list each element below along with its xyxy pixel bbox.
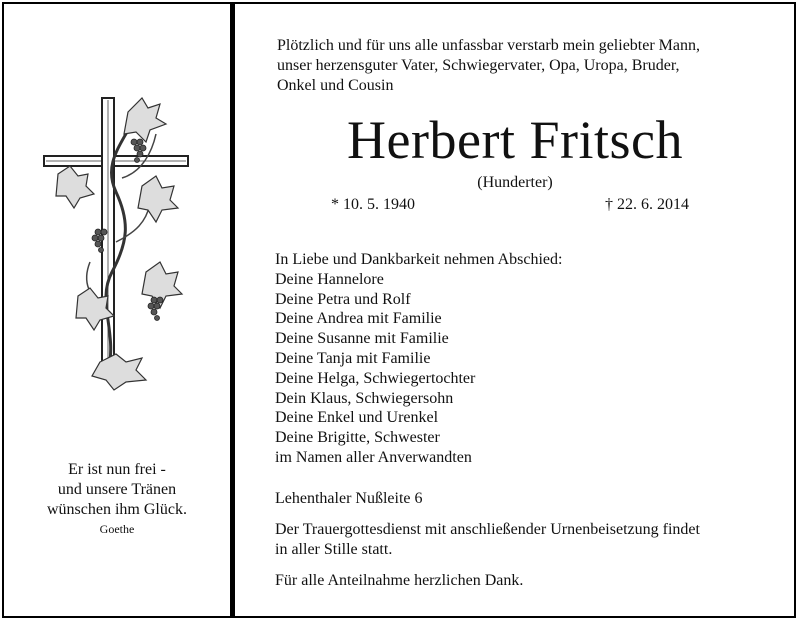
mourner-line: Deine Petra und Rolf — [275, 290, 411, 308]
cross-with-vine-icon — [38, 82, 208, 402]
mourner-line: Deine Hannelore — [275, 270, 384, 288]
deceased-name: Herbert Fritsch — [347, 110, 683, 170]
intro-text — [277, 36, 700, 96]
death-date: † 22. 6. 2014 — [605, 196, 689, 213]
intro-line: Plötzlich und für uns alle unfassbar verstarb mein geliebter Mann, — [277, 37, 700, 54]
quote-line: und unsere Tränen — [57, 481, 177, 498]
quote — [4, 460, 230, 520]
quote-author: Goethe — [99, 522, 135, 536]
left-column — [4, 4, 230, 616]
mourner-line: Deine Andrea mit Familie — [275, 310, 442, 328]
mourner-line: im Namen aller Anverwandten — [275, 448, 472, 466]
right-column — [235, 4, 796, 616]
mourner-line: Deine Tanja mit Familie — [275, 349, 431, 367]
mourner-line: Dein Klaus, Schwiegersohn — [275, 389, 454, 407]
mourner-line: Deine Brigitte, Schwester — [275, 429, 440, 447]
service-line: Der Trauergottesdienst mit anschließender Urnenbeisetzung findet — [275, 521, 700, 538]
service-info — [275, 520, 700, 560]
mourner-line: Deine Enkel und Urenkel — [275, 409, 439, 427]
mourners-list — [275, 250, 562, 468]
service-line: in aller Stille statt. — [275, 541, 393, 558]
quote-line: Er ist nun frei - — [68, 461, 166, 478]
birth-date: * 10. 5. 1940 — [331, 196, 415, 213]
thanks-line: Für alle Anteilnahme herzlichen Dank. — [275, 572, 524, 589]
nickname: (Hunderter) — [477, 174, 553, 191]
mourner-line: Deine Helga, Schwiegertochter — [275, 369, 476, 387]
intro-line: unser herzensguter Vater, Schwiegervater, Opa, Uropa, Bruder, — [277, 57, 680, 74]
mourner-line: Deine Susanne mit Familie — [275, 330, 449, 348]
mourners-heading: In Liebe und Dankbarkeit nehmen Abschied: — [275, 251, 563, 268]
address: Lehenthaler Nußleite 6 — [275, 490, 423, 507]
intro-line: Onkel und Cousin — [277, 77, 394, 94]
quote-line: wünschen ihm Glück. — [47, 501, 187, 518]
